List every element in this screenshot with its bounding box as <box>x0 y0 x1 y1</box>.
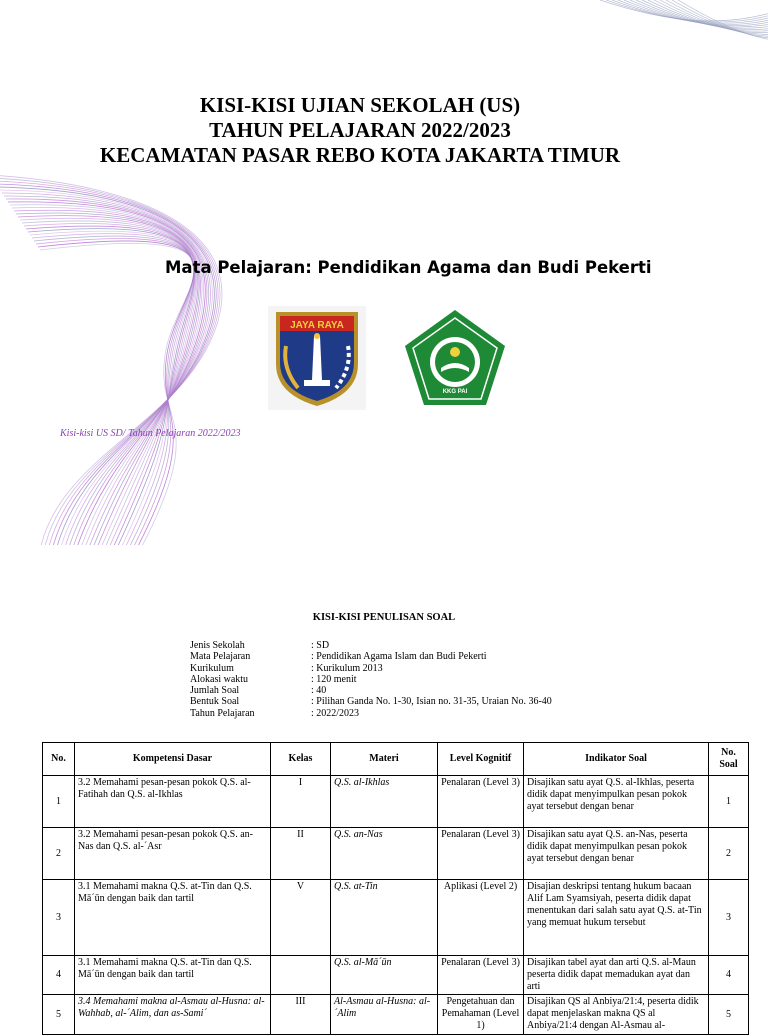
info-value: : 120 menit <box>311 673 357 685</box>
cell-materi: Q.S. an-Nas <box>331 828 438 880</box>
logo2-label: KKG PAI <box>442 389 468 395</box>
kkg-pai-emblem-icon <box>403 308 508 408</box>
cell-level: Penalaran (Level 3) <box>438 828 524 880</box>
table-row <box>43 995 749 1035</box>
header-materi: Materi <box>331 743 438 776</box>
cell-no-soal: 1 <box>709 776 749 828</box>
info-row <box>190 640 552 651</box>
cell-kelas: II <box>271 828 331 880</box>
cover-title-line-2: TAHUN PELAJARAN 2022/2023 <box>209 118 511 142</box>
info-row <box>190 708 552 719</box>
cell-kd: 3.1 Memahami makna Q.S. at-Tin dan Q.S. Mā´ūn dengan baik dan tartil <box>75 956 271 995</box>
info-label: Kurikulum <box>190 662 234 674</box>
cell-indikator: Disajian deskripsi tentang hukum bacaan Alif Lam Syamsiyah, peserta didik dapat menentukan dari salah satu ayat Q.S. at-Tin yang memuat hukum tersebut <box>524 880 709 956</box>
table-row <box>43 776 749 828</box>
cell-no: 5 <box>43 995 75 1035</box>
info-label: Bentuk Soal <box>190 696 240 708</box>
logo1-label: JAYA RAYA <box>290 320 344 331</box>
header-kelas: Kelas <box>271 743 331 776</box>
info-value: : 40 <box>311 685 327 697</box>
info-value: : Pendidikan Agama Islam dan Budi Pekerti <box>311 651 487 663</box>
decorative-curve <box>6 199 207 545</box>
info-label: Tahun Pelajaran <box>190 707 255 719</box>
info-value: : SD <box>311 640 330 651</box>
info-block <box>190 640 552 719</box>
table-row <box>43 828 749 880</box>
cell-level: Pengetahuan dan Pemahaman (Level 1) <box>438 995 524 1035</box>
info-label: Alokasi waktu <box>190 673 249 685</box>
cell-materi: Al-Asmau al-Husna: al-´Alim <box>331 995 438 1035</box>
info-row <box>190 663 552 674</box>
decorative-curve <box>30 231 194 545</box>
info-value: : Kurikulum 2013 <box>311 662 383 674</box>
cell-no: 4 <box>43 956 75 995</box>
cell-kelas: I <box>271 776 331 828</box>
subject-title: Mata Pelajaran: Pendidikan Agama dan Budi Pekerti <box>165 258 652 277</box>
cell-materi: Q.S. al-Ikhlas <box>331 776 438 828</box>
info-row <box>190 685 552 696</box>
cell-kd: 3.1 Memahami makna Q.S. at-Tin dan Q.S. Mā´ūn dengan baik dan tartil <box>75 880 271 956</box>
cover-title-line-1: KISI-KISI UJIAN SEKOLAH (US) <box>199 93 521 117</box>
header-no-soal: No. Soal <box>709 743 749 776</box>
cell-no-soal: 5 <box>709 995 749 1035</box>
cell-no-soal: 3 <box>709 880 749 956</box>
cell-no-soal: 2 <box>709 828 749 880</box>
cell-indikator: Disajikan satu ayat Q.S. al-Ikhlas, peserta didik dapat menyimpulkan pesan pokok ayat tersebut dengan benar <box>524 776 709 828</box>
cell-kd: 3.4 Memahami makna al-Asmau al-Husna: al-Wahhab, al-´Alim, dan as-Sami´ <box>75 995 271 1035</box>
info-value: : 2022/2023 <box>311 707 360 719</box>
info-row <box>190 651 552 662</box>
header-kompetensi-dasar: Kompetensi Dasar <box>75 743 271 776</box>
cell-kelas <box>271 956 331 995</box>
header-level-kognitif: Level Kognitif <box>438 743 524 776</box>
section-title: KISI-KISI PENULISAN SOAL <box>312 612 456 623</box>
jaya-raya-emblem-icon <box>268 306 366 410</box>
kisi-kisi-table <box>42 742 749 1035</box>
cell-materi: Q.S. at-Tin <box>331 880 438 956</box>
cell-materi: Q.S. al-Mā´ūn <box>331 956 438 995</box>
cover-footer: Kisi-kisi US SD/ Tahun Pelajaran 2022/2023 <box>60 428 241 439</box>
cell-kelas: III <box>271 995 331 1035</box>
info-label: Jumlah Soal <box>190 685 240 697</box>
header-indikator-soal: Indikator Soal <box>524 743 709 776</box>
cell-indikator: Disajikan satu ayat Q.S. an-Nas, peserta didik dapat menyimpulkan pesan pokok ayat tersebut dengan benar <box>524 828 709 880</box>
cell-indikator: Disajikan tabel ayat dan arti Q.S. al-Maun peserta didik dapat memadukan ayat dan arti <box>524 956 709 995</box>
info-value: : Pilihan Ganda No. 1-30, Isian no. 31-35, Uraian No. 36-40 <box>311 696 552 708</box>
cell-no: 3 <box>43 880 75 956</box>
cell-level: Penalaran (Level 3) <box>438 956 524 995</box>
info-row <box>190 674 552 685</box>
cell-kelas: V <box>271 880 331 956</box>
table-row <box>43 956 749 995</box>
info-label: Jenis Sekolah <box>190 640 245 651</box>
cell-kd: 3.2 Memahami pesan-pesan pokok Q.S. an-Nas dan Q.S. al-´Asr <box>75 828 271 880</box>
cell-indikator: Disajikan QS al Anbiya/21:4, peserta didik dapat menjelaskan makna QS al Anbiya/21:4 dengan Al-Asmau al- <box>524 995 709 1035</box>
cell-kd: 3.2 Memahami pesan-pesan pokok Q.S. al-Fatihah dan Q.S. al-Ikhlas <box>75 776 271 828</box>
info-row <box>190 696 552 707</box>
cell-level: Penalaran (Level 3) <box>438 776 524 828</box>
info-label: Mata Pelajaran <box>190 651 251 663</box>
cell-no: 2 <box>43 828 75 880</box>
cover-title-line-3: KECAMATAN PASAR REBO KOTA JAKARTA TIMUR <box>99 143 621 167</box>
header-no: No. <box>43 743 75 776</box>
cell-no-soal: 4 <box>709 956 749 995</box>
table-row <box>43 880 749 956</box>
cell-no: 1 <box>43 776 75 828</box>
cell-level: Aplikasi (Level 2) <box>438 880 524 956</box>
table-header-row <box>43 743 749 776</box>
